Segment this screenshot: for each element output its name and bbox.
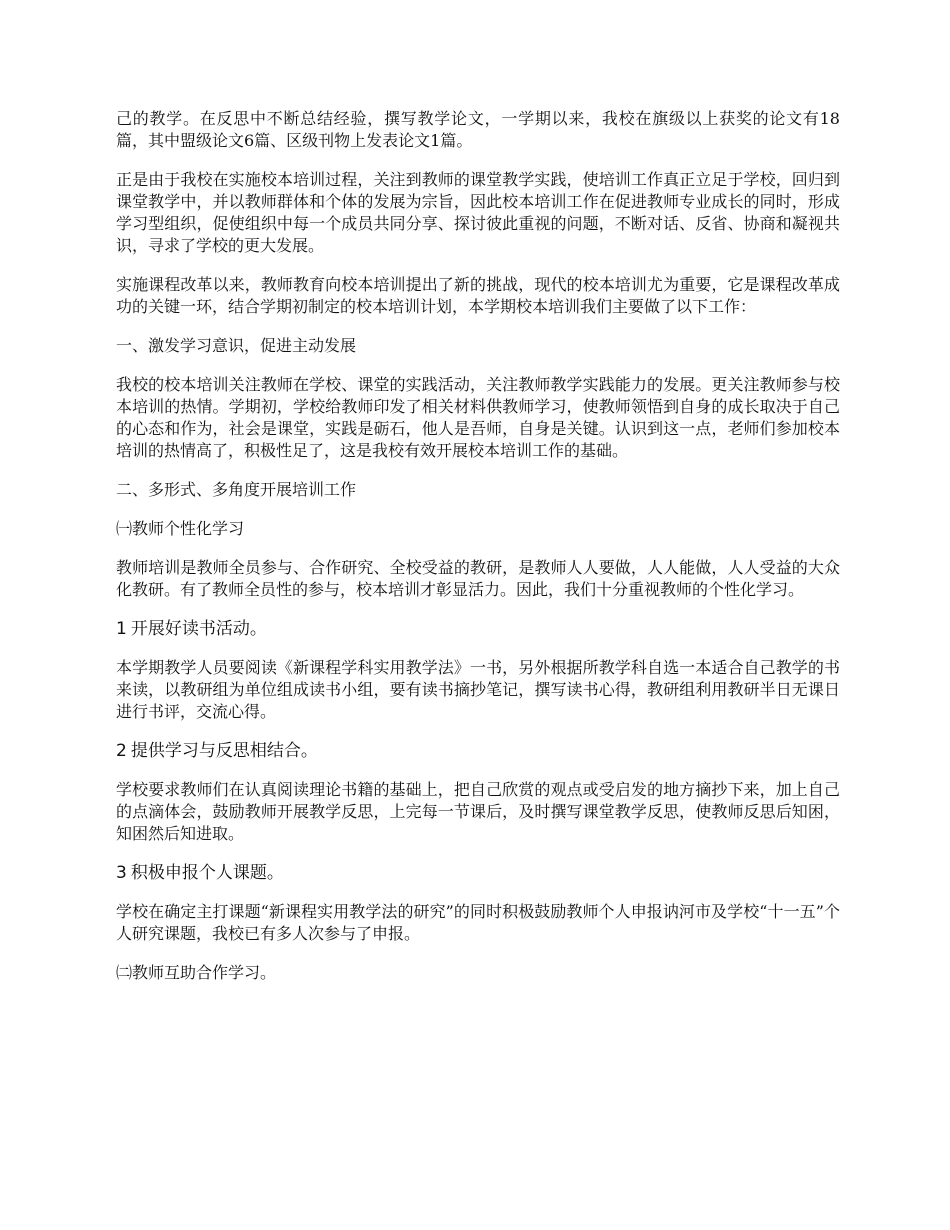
heading-item-1: [116, 618, 840, 640]
heading-section-two: 二、多形式、多角度开展培训工作: [116, 480, 357, 499]
paragraph-reading-activity: 本学期教学人员要阅读《新课程学科实用教学法》一书，另外根据所教学科自选一本适合自己教学的书来读，以教研组为单位组成读书小组，要有读书摘抄笔记，撰写读书心得，教研组利用教研半日无课日进行书评，交流心得。: [116, 658, 840, 721]
item-title: 提供学习与反思相结合。: [130, 741, 318, 761]
paragraph-learning-reflection: 学校要求教师们在认真阅读理论书籍的基础上，把自己欣赏的观点或受启发的地方摘抄下来，加上自己的点滴体会，鼓励教师开展教学反思，上完每一节课后，及时撰写课堂教学反思，使教师反思后知困，知困然后知进取。: [116, 780, 840, 843]
document-page: [116, 108, 840, 1001]
paragraph-curriculum-reform: 实施课程改革以来，教师教育向校本培训提出了新的挑战，现代的校本培训尤为重要，它是课程改革成功的关键一环，结合学期初制定的校本培训计划，本学期校本培训我们主要做了以下工作：: [116, 275, 840, 316]
paragraph-enthusiasm: 我校的校本培训关注教师在学校、课堂的实践活动，关注教师教学实践能力的发展。更关注教师参与校本培训的热情。学期初，学校给教师印发了相关材料供教师学习，使教师领悟到自身的成长取决于自己的心态和作为，社会是课堂，实践是砺石，他人是吾师，自身是关键。认识到这一点，老师们参加校本培训的热情高了，积极性足了，这是我校有效开展校本培训工作的基础。: [116, 375, 840, 460]
item-number: 3: [116, 863, 127, 883]
paragraph-reflection: 己的教学。在反思中不断总结经验，撰写教学论文，一学期以来，我校在旗级以上获奖的论文有18篇，其中盟级论文6篇、区级刊物上发表论文1篇。: [116, 109, 840, 150]
item-title: 开展好读书活动。: [130, 619, 267, 639]
paragraph-individual-learning: 教师培训是教师全员参与、合作研究、全校受益的教研，是教师人人要做，人人能做，人人受益的大众化教研。有了教师全员性的参与，校本培训才彰显活力。因此，我们十分重视教师的个性化学习。: [116, 558, 840, 599]
heading-item-2: [116, 740, 840, 762]
item-number: 1: [116, 619, 127, 639]
paragraph-research-topics: 学校在确定主打课题“新课程实用教学法的研究”的同时积极鼓励教师个人申报讷河市及学校“十一五”个人研究课题，我校已有多人次参与了申报。: [116, 902, 840, 943]
item-title: 积极申报个人课题。: [130, 863, 284, 883]
heading-subsection-one: ㈠教师个性化学习: [116, 519, 245, 538]
heading-subsection-two: ㈡教师互助合作学习。: [116, 963, 277, 982]
paragraph-school-based-practice: 正是由于我校在实施校本培训过程，关注到教师的课堂教学实践，使培训工作真正立足于学校，回归到课堂教学中，并以教师群体和个体的发展为宗旨，因此校本培训工作在促进教师专业成长的同时，形成学习型组织，促使组织中每一个成员共同分享、探讨彼此重视的问题，不断对话、反省、协商和凝视共识，寻求了学校的更大发展。: [116, 170, 840, 255]
heading-item-3: [116, 862, 840, 884]
heading-section-one: 一、激发学习意识，促进主动发展: [116, 336, 357, 355]
item-number: 2: [116, 741, 127, 761]
